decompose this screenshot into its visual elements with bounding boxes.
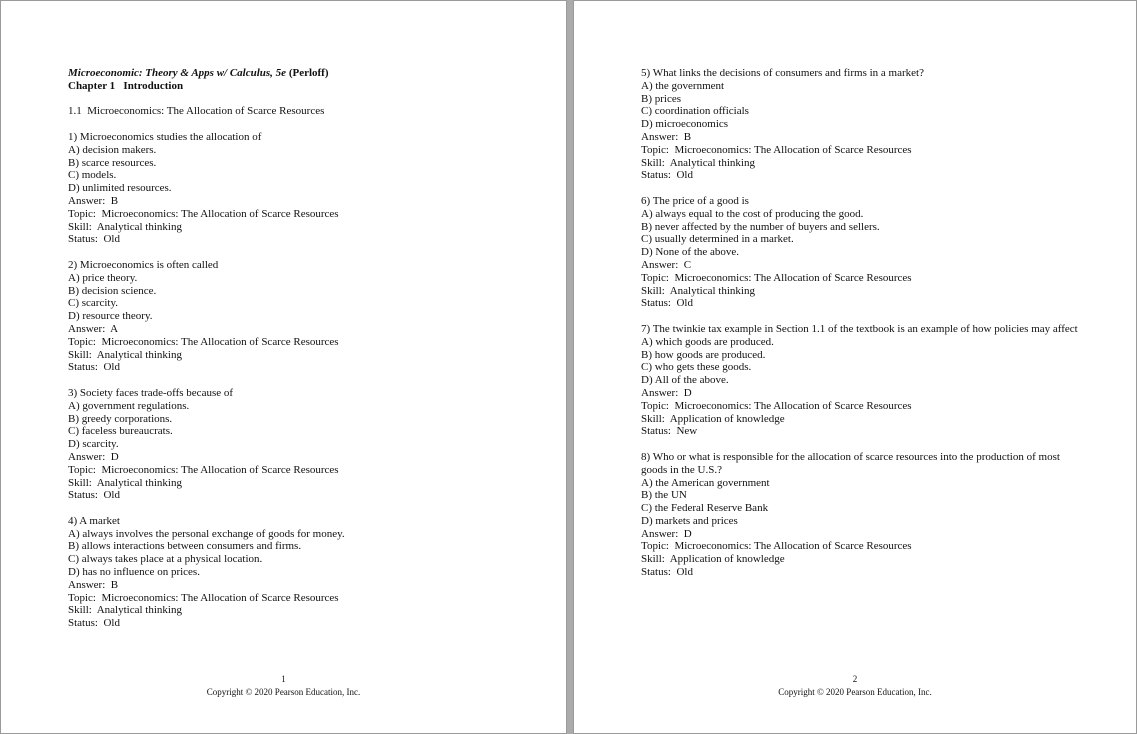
answer-key: Answer: C xyxy=(641,258,692,271)
question-stem: 7) The twinkie tax example in Section 1.1 of the textbook is an example of how policies may affect xyxy=(641,322,1078,335)
question-block xyxy=(641,323,1081,438)
skill-line: Skill: Analytical thinking xyxy=(68,604,182,617)
skill-line: Skill: Analytical thinking xyxy=(68,348,182,361)
question-stem: 8) Who or what is responsible for the allocation of scarce resources into the production of most goods in the U.S.? xyxy=(641,450,1063,476)
copyright-footer: Copyright © 2020 Pearson Education, Inc. xyxy=(206,687,361,697)
page-number: 1 xyxy=(281,674,286,684)
skill-line: Skill: Analytical thinking xyxy=(68,220,182,233)
status-line: Status: New xyxy=(641,425,698,438)
answer-option: B) allows interactions between consumers and firms. xyxy=(68,540,302,553)
answer-option: B) how goods are produced. xyxy=(641,348,766,361)
answer-option: A) price theory. xyxy=(68,271,138,284)
answer-option: B) scarce resources. xyxy=(68,156,157,169)
topic-line: Topic: Microeconomics: The Allocation of Scarce Resources xyxy=(68,207,339,220)
answer-option: C) usually determined in a market. xyxy=(641,233,794,246)
skill-line: Skill: Application of knowledge xyxy=(641,412,785,425)
answer-option: C) coordination officials xyxy=(641,105,749,118)
answer-key: Answer: B xyxy=(68,194,119,207)
answer-option: A) government regulations. xyxy=(68,399,190,412)
topic-line: Topic: Microeconomics: The Allocation of Scarce Resources xyxy=(641,271,912,284)
answer-option: C) who gets these goods. xyxy=(641,361,752,374)
answer-option: D) resource theory. xyxy=(68,310,153,323)
answer-option: D) All of the above. xyxy=(641,374,729,387)
topic-line: Topic: Microeconomics: The Allocation of Scarce Resources xyxy=(68,463,339,476)
page-content xyxy=(641,67,1081,592)
skill-line: Skill: Analytical thinking xyxy=(641,284,755,297)
question-block xyxy=(68,387,538,502)
answer-option: D) microeconomics xyxy=(641,118,729,131)
status-line: Status: Old xyxy=(641,169,693,182)
answer-option: C) always takes place at a physical location. xyxy=(68,553,263,566)
topic-line: Topic: Microeconomics: The Allocation of Scarce Resources xyxy=(641,540,912,553)
section-heading: 1.1 Microeconomics: The Allocation of Scarce Resources xyxy=(68,105,325,118)
status-line: Status: Old xyxy=(68,489,120,502)
copyright-footer: Copyright © 2020 Pearson Education, Inc. xyxy=(778,687,932,697)
answer-key: Answer: D xyxy=(641,527,692,540)
status-line: Status: Old xyxy=(641,566,693,579)
topic-line: Topic: Microeconomics: The Allocation of Scarce Resources xyxy=(641,143,912,156)
book-title-author: (Perloff) xyxy=(286,67,329,79)
topic-line: Topic: Microeconomics: The Allocation of Scarce Resources xyxy=(641,399,912,412)
answer-option: A) the American government xyxy=(641,476,770,489)
topic-line: Topic: Microeconomics: The Allocation of Scarce Resources xyxy=(68,335,339,348)
skill-line: Skill: Analytical thinking xyxy=(641,156,755,169)
question-block xyxy=(641,195,1081,310)
status-line: Status: Old xyxy=(68,233,120,246)
answer-option: D) has no influence on prices. xyxy=(68,566,200,579)
answer-option: C) faceless bureaucrats. xyxy=(68,425,173,438)
answer-option: B) greedy corporations. xyxy=(68,412,173,425)
answer-key: Answer: D xyxy=(641,386,692,399)
question-block xyxy=(641,67,1081,182)
book-title-italic: Microeconomic: Theory & Apps w/ Calculus, 5e xyxy=(68,67,287,79)
skill-line: Skill: Application of knowledge xyxy=(641,553,785,566)
answer-option: A) always equal to the cost of producing the good. xyxy=(641,207,864,220)
answer-key: Answer: B xyxy=(641,130,692,143)
book-title xyxy=(68,67,538,80)
answer-option: B) decision science. xyxy=(68,284,157,297)
answer-key: Answer: D xyxy=(68,450,119,463)
status-line: Status: Old xyxy=(68,617,120,630)
document-page-1 xyxy=(0,0,567,734)
document-page-2 xyxy=(573,0,1137,734)
answer-option: A) the government xyxy=(641,79,725,92)
answer-option: D) scarcity. xyxy=(68,438,119,451)
answer-option: C) models. xyxy=(68,169,117,182)
answer-option: B) prices xyxy=(641,92,682,105)
answer-key: Answer: A xyxy=(68,322,119,335)
answer-option: C) the Federal Reserve Bank xyxy=(641,502,769,515)
question-block xyxy=(68,259,538,374)
answer-key: Answer: B xyxy=(68,578,119,591)
answer-option: A) decision makers. xyxy=(68,143,157,156)
question-stem: 6) The price of a good is xyxy=(641,194,749,207)
answer-option: A) always involves the personal exchange of goods for money. xyxy=(68,527,345,540)
status-line: Status: Old xyxy=(68,361,120,374)
answer-option: D) markets and prices xyxy=(641,514,738,527)
answer-option: B) the UN xyxy=(641,489,687,502)
question-stem: 4) A market xyxy=(68,514,120,527)
question-stem: 5) What links the decisions of consumers and firms in a market? xyxy=(641,67,924,79)
topic-line: Topic: Microeconomics: The Allocation of Scarce Resources xyxy=(68,591,339,604)
page-content xyxy=(68,67,538,643)
question-stem: 2) Microeconomics is often called xyxy=(68,258,219,271)
skill-line: Skill: Analytical thinking xyxy=(68,476,182,489)
page-number: 2 xyxy=(852,674,858,684)
question-stem: 3) Society faces trade-offs because of xyxy=(68,386,234,399)
chapter-heading: Chapter 1 Introduction xyxy=(68,79,184,92)
answer-option: C) scarcity. xyxy=(68,297,118,310)
question-stem: 1) Microeconomics studies the allocation of xyxy=(68,130,262,143)
answer-option: A) which goods are produced. xyxy=(641,335,774,348)
answer-option: B) never affected by the number of buyers and sellers. xyxy=(641,220,880,233)
status-line: Status: Old xyxy=(641,297,693,310)
question-block xyxy=(641,451,1081,579)
question-block xyxy=(68,515,538,630)
answer-option: D) None of the above. xyxy=(641,246,740,259)
question-block xyxy=(68,131,538,246)
answer-option: D) unlimited resources. xyxy=(68,182,172,195)
